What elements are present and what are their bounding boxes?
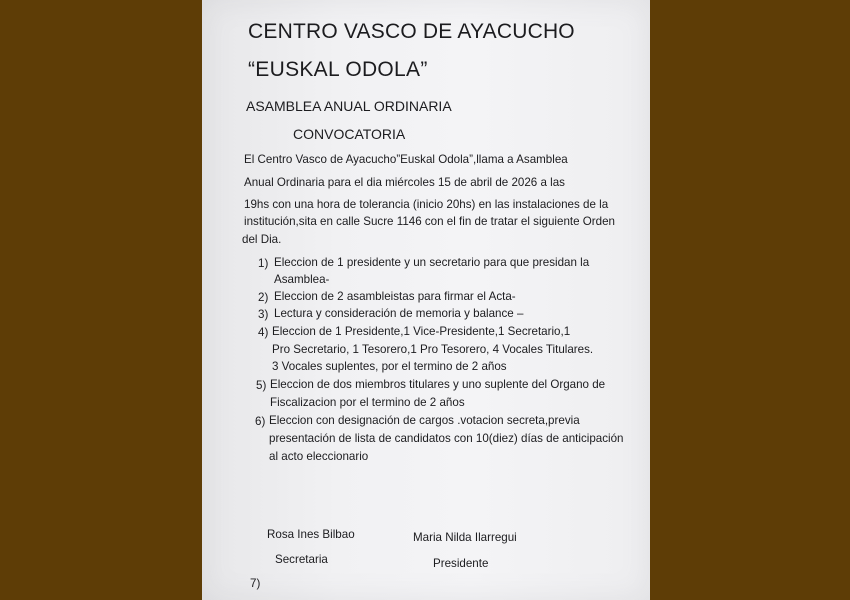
assembly-heading: ASAMBLEA ANUAL ORDINARIA <box>246 98 452 114</box>
trailing-item-number: 7) <box>250 577 261 590</box>
agenda-item-6-line-1: Eleccion con designación de cargos .votacion secreta,previa <box>269 414 580 427</box>
intro-line-1: El Centro Vasco de Ayacucho”Euskal Odola”,llama a Asamblea <box>244 153 568 166</box>
agenda-item-4-line-2: Pro Secretario, 1 Tesorero,1 Pro Tesorero, 4 Vocales Titulares. <box>272 343 594 356</box>
agenda-number-3: 3) <box>258 308 269 321</box>
agenda-item-5-line-2: Fiscalizacion por el termino de 2 años <box>270 396 465 409</box>
agenda-number-5: 5) <box>256 379 267 392</box>
agenda-item-3-line-1: Lectura y consideración de memoria y balance – <box>274 307 524 320</box>
president-role: Presidente <box>433 557 489 570</box>
agenda-item-5-line-1: Eleccion de dos miembros titulares y uno suplente del Organo de <box>270 378 606 391</box>
agenda-item-4-line-1: Eleccion de 1 Presidente,1 Vice-Presidente,1 Secretario,1 <box>272 325 571 338</box>
agenda-item-6-line-2: presentación de lista de candidatos con 10(diez) días de anticipación <box>269 432 624 445</box>
secretary-name: Rosa Ines Bilbao <box>267 528 355 541</box>
intro-line-3: 19hs con una hora de tolerancia (inicio 20hs) en las instalaciones de la <box>244 198 609 211</box>
intro-line-2: Anual Ordinaria para el dia miércoles 15 de abril de 2026 a las <box>244 176 565 189</box>
agenda-item-2-line-1: Eleccion de 2 asambleistas para firmar el Acta- <box>274 290 516 303</box>
secretary-role: Secretaria <box>275 553 328 566</box>
agenda-number-1: 1) <box>258 257 269 270</box>
agenda-number-2: 2) <box>258 291 269 304</box>
agenda-item-1-line-2: Asamblea- <box>274 273 330 286</box>
intro-line-5: del Dia. <box>242 233 282 246</box>
agenda-item-4-line-3: 3 Vocales suplentes, por el termino de 2 años <box>272 360 507 373</box>
agenda-item-1-line-1: Eleccion de 1 presidente y un secretario para que presidan la <box>274 256 590 269</box>
intro-line-4: institución,sita en calle Sucre 1146 con el fin de tratar el siguiente Orden <box>244 215 615 228</box>
president-name: Maria Nilda Ilarregui <box>413 531 517 544</box>
agenda-item-6-line-3: al acto eleccionario <box>269 450 369 463</box>
notice-paper <box>202 0 650 600</box>
convocatoria-heading: CONVOCATORIA <box>293 126 406 142</box>
organization-subtitle: “EUSKAL ODOLA” <box>248 58 428 81</box>
organization-title: CENTRO VASCO DE AYACUCHO <box>248 20 575 43</box>
agenda-number-6: 6) <box>255 415 266 428</box>
agenda-number-4: 4) <box>258 326 269 339</box>
